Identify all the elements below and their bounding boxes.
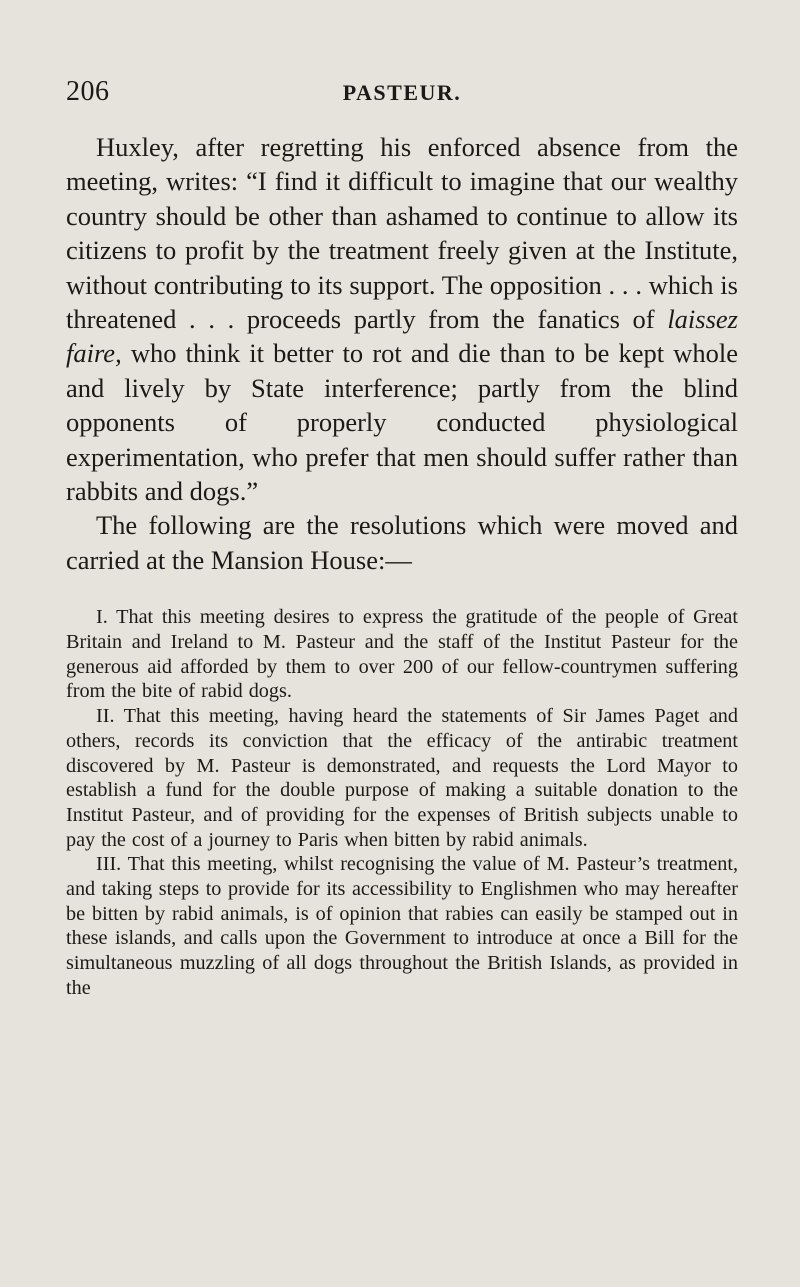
italic-phrase: laissez faire, <box>66 304 738 369</box>
resolution-3: III. That this meeting, whilst recognising the value of M. Pasteur’s treatment, and taking steps to provide for its accessibility to Englishmen who may hereafter be bitten by rabid animals, is of opinion that rabies can easily be stamped out in these islands, and calls upon the Government to introduce at once a Bill for the simultaneous muzzling of all dogs throughout the British Islands, as provided in the <box>66 853 738 999</box>
paragraph-text: Huxley, after regretting his enforced absence from the meeting, writes: “I find it difficult to imagine that our wealthy country should be other than ashamed to continue to allow its citizens to profit by the treatment freely given at the Institute, without contributing to its support. The opposition . . . which is threatened . . . proceeds partly from the fanatics of <box>66 132 738 335</box>
body-text <box>66 130 738 1001</box>
paragraph-resolutions-intro: The following are the resolutions which were moved and carried at the Mansion House:— <box>66 510 738 575</box>
page-header <box>66 76 738 110</box>
paragraph-text: who think it better to rot and die than to be kept whole and lively by State interference; partly from the blind opponents of properly conducted physiological experimentation, who prefer that men should suffer rather than rabbits and dogs.” <box>66 338 738 507</box>
resolutions-list <box>66 605 738 1000</box>
resolution-2: II. That this meeting, having heard the statements of Sir James Paget and others, records its conviction that the efficacy of the antirabic treatment discovered by M. Pasteur is demonstrated, and requests the Lord Mayor to establish a fund for the double purpose of making a suitable donation to the Institut Pasteur, and of providing for the expenses of British subjects unable to pay the cost of a journey to Paris when bitten by rabid animals. <box>66 705 738 851</box>
resolution-1: I. That this meeting desires to express the gratitude of the people of Great Britain and Ireland to M. Pasteur and the staff of the Institut Pasteur for the generous aid afforded by them to over 200 of our fellow-countrymen suffering from the bite of rabid dogs. <box>66 606 738 703</box>
paragraph-huxley-quote <box>66 130 738 508</box>
page-number: 206 <box>66 76 110 107</box>
running-title: PASTEUR. <box>342 80 462 105</box>
